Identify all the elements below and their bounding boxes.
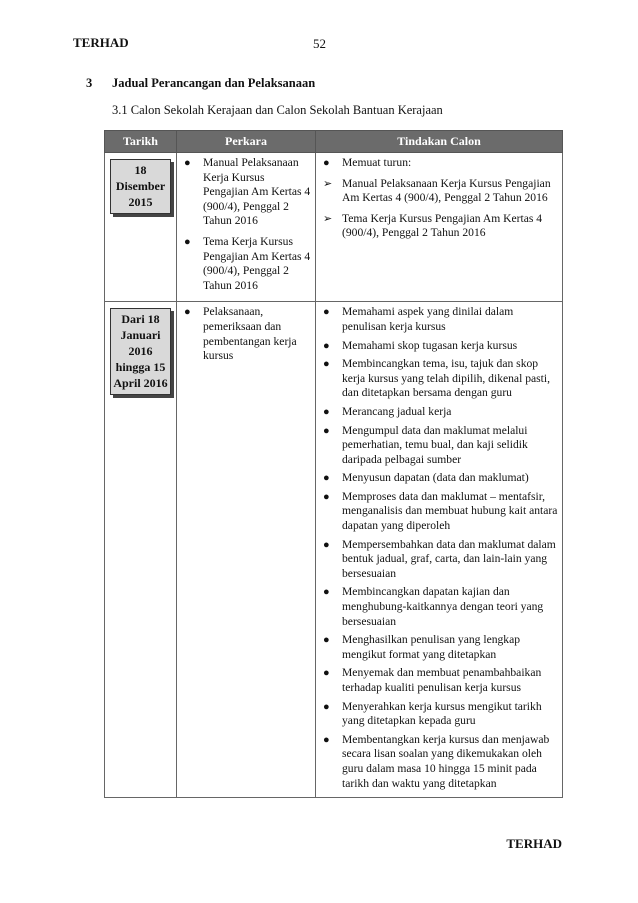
bullet-icon: ●: [323, 358, 330, 371]
date-line: April 2016: [113, 376, 168, 391]
bullet-icon: ●: [323, 306, 330, 319]
tindakan-text: Membincangkan dapatan kajian dan menghubung-kaitkannya dengan teori yang bersesuaian: [342, 585, 544, 628]
column-header-tindakan: Tindakan Calon: [316, 131, 563, 153]
tindakan-item: [322, 405, 558, 420]
perkara-cell: [177, 153, 316, 302]
tindakan-text: Mengumpul data dan maklumat melalui pemerhatian, temu bual, dan kaji selidik daripada pelbagai sumber: [342, 423, 528, 466]
tindakan-item: [322, 471, 558, 486]
tindakan-text: Memahami aspek yang dinilai dalam penulisan kerja kursus: [342, 305, 514, 333]
tindakan-text: Mempersembahkan data dan maklumat dalam bentuk jadual, graf, carta, dan lain-lain yang bersesuaian: [342, 537, 556, 580]
column-header-tarikh: Tarikh: [105, 131, 177, 153]
date-box: [110, 308, 171, 395]
tindakan-text: Menghasilkan penulisan yang lengkap mengikut format yang ditetapkan: [342, 633, 521, 661]
tindakan-item: [322, 357, 558, 401]
tindakan-item: [322, 212, 558, 241]
section-number: 3: [86, 76, 93, 90]
page-number: 52: [313, 36, 326, 51]
tindakan-text: Memproses data dan maklumat – mentafsir, menganalisis dan membuat hubung kait antara dapatan yang diperoleh: [342, 489, 558, 533]
date-cell: [105, 302, 177, 798]
bullet-icon: ●: [323, 700, 330, 713]
perkara-item: [183, 235, 311, 293]
table-row: [105, 302, 563, 798]
date-line: hingga 15: [115, 360, 166, 375]
tindakan-text: Menyemak dan membuat penambahbaikan terhadap kualiti penulisan kerja kursus: [342, 666, 542, 694]
bullet-icon: ●: [184, 157, 191, 169]
column-header-perkara: Perkara: [177, 131, 316, 153]
date-line: Dari 18: [121, 312, 160, 327]
tindakan-text: Merancang jadual kerja: [342, 404, 452, 418]
bullet-icon: ●: [323, 490, 330, 503]
tindakan-text: Manual Pelaksanaan Kerja Kursus Pengajian Am Kertas 4 (900/4), Penggal 2 Tahun 2016: [342, 176, 551, 205]
table-header-row: [105, 131, 563, 153]
perkara-cell: [177, 302, 316, 798]
tindakan-item: [322, 156, 558, 171]
bullet-icon: ●: [323, 405, 330, 418]
tindakan-item: [322, 305, 558, 334]
arrowhead-icon: ➢: [323, 177, 333, 190]
bullet-icon: ●: [323, 634, 330, 647]
bullet-icon: ●: [184, 306, 191, 319]
bullet-icon: ●: [323, 538, 330, 551]
subsection-title: 3.1 Calon Sekolah Kerajaan dan Calon Sekolah Bantuan Kerajaan: [112, 103, 443, 117]
tindakan-item: [322, 585, 558, 629]
schedule-table: [104, 130, 563, 798]
tindakan-item: [322, 424, 558, 468]
date-line: Januari: [120, 328, 161, 343]
tindakan-item: [322, 666, 558, 695]
bullet-icon: ●: [323, 472, 330, 485]
tindakan-item: [322, 339, 558, 354]
date-box: [110, 159, 171, 214]
tindakan-text: Membentangkan kerja kursus dan menjawab secara lisan soalan yang dikemukakan oleh guru dalam masa 10 hingga 15 minit pada tarikh dan waktu yang ditetapkan: [342, 732, 550, 790]
tindakan-text: Memahami skop tugasan kerja kursus: [342, 338, 518, 352]
tindakan-item: [322, 177, 558, 206]
date-line: Disember: [115, 179, 166, 193]
bullet-icon: ●: [323, 339, 330, 352]
tindakan-text: Tema Kerja Kursus Pengajian Am Kertas 4 (900/4), Penggal 2 Tahun 2016: [342, 211, 543, 240]
bullet-icon: ●: [323, 157, 330, 169]
date-cell: [105, 153, 177, 302]
bullet-icon: ●: [323, 586, 330, 599]
arrowhead-icon: ➢: [323, 212, 333, 225]
tindakan-cell: [316, 153, 563, 302]
perkara-item: [183, 156, 311, 229]
table-row: [105, 153, 563, 302]
tindakan-item: [322, 538, 558, 582]
bullet-icon: ●: [323, 667, 330, 680]
tindakan-item: [322, 633, 558, 662]
tindakan-text: Memuat turun:: [342, 156, 412, 169]
tindakan-text: Menyusun dapatan (data dan maklumat): [342, 471, 529, 485]
tindakan-item: [322, 490, 558, 534]
bullet-icon: ●: [323, 424, 330, 437]
perkara-text: Tema Kerja Kursus Pengajian Am Kertas 4 (900/4), Penggal 2 Tahun 2016: [203, 234, 311, 292]
tindakan-cell: [316, 302, 563, 798]
tindakan-item: [322, 700, 558, 729]
perkara-text: Manual Pelaksanaan Kerja Kursus Pengajian Am Kertas 4 (900/4), Penggal 2 Tahun 2016: [203, 156, 311, 228]
perkara-text: Pelaksanaan, pemeriksaan dan pembentangan kerja kursus: [203, 305, 297, 363]
tindakan-item: [322, 733, 558, 791]
tindakan-text: Membincangkan tema, isu, tajuk dan skop kerja kursus yang telah dipilih, dikenal pasti, dan ditetapkan bersama dengan guru: [342, 357, 550, 400]
date-line: 18: [134, 163, 147, 177]
footer-classification: TERHAD: [506, 836, 562, 851]
date-line: 2016: [128, 344, 153, 359]
bullet-icon: ●: [323, 733, 330, 746]
perkara-item: [183, 305, 311, 363]
tindakan-text: Menyerahkan kerja kursus mengikut tarikh yang ditetapkan kepada guru: [342, 699, 542, 728]
date-line: 2015: [128, 195, 153, 209]
header-classification: TERHAD: [73, 35, 129, 50]
bullet-icon: ●: [184, 235, 191, 248]
section-title: Jadual Perancangan dan Pelaksanaan: [112, 76, 316, 90]
